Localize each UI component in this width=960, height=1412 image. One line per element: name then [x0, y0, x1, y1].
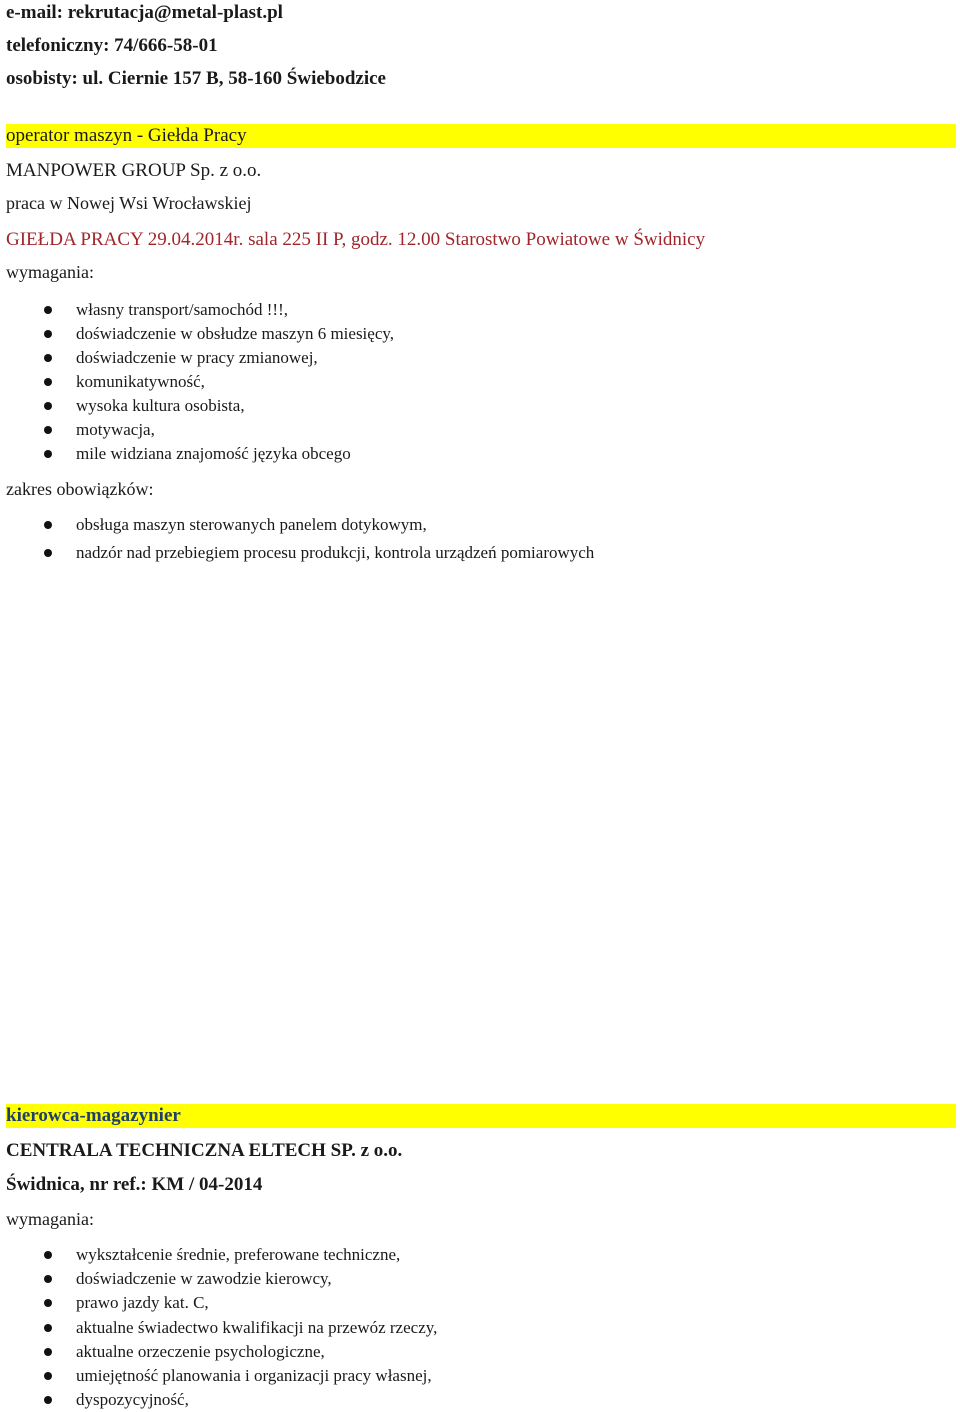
offer1-title: operator maszyn - Giełda Pracy — [6, 125, 247, 146]
bullet-icon — [44, 354, 52, 362]
bullet-icon — [44, 450, 52, 458]
offer1-event: GIEŁDA PRACY 29.04.2014r. sala 225 II P, godz. 12.00 Starostwo Powiatowe w Świdnicy — [6, 229, 706, 250]
offer1-requirements-label: wymagania: — [6, 262, 94, 282]
bullet-icon — [44, 1372, 52, 1380]
bullet-icon — [44, 1348, 52, 1356]
offer2-title: kierowca-magazynier — [6, 1105, 181, 1126]
bullet-icon — [44, 1275, 52, 1283]
bullet-icon — [44, 1299, 52, 1307]
bullet-icon — [44, 426, 52, 434]
offer1-location: praca w Nowej Wsi Wrocławskiej — [6, 193, 252, 213]
offer2-company: CENTRALA TECHNICZNA ELTECH SP. z o.o. — [6, 1140, 403, 1161]
bullet-icon — [44, 402, 52, 410]
offer2-requirements-label: wymagania: — [6, 1209, 94, 1229]
offer1-title-bar — [6, 124, 956, 148]
bullet-icon — [44, 330, 52, 338]
bullet-icon — [44, 1251, 52, 1259]
offer2-location: Świdnica, nr ref.: KM / 04-2014 — [6, 1174, 263, 1195]
offer2-title-bar — [6, 1104, 956, 1128]
bullet-icon — [44, 378, 52, 386]
contact-email: e-mail: rekrutacja@metal-plast.pl — [6, 2, 283, 23]
bullet-icon — [44, 1324, 52, 1332]
bullet-icon — [44, 521, 52, 529]
bullet-icon — [44, 306, 52, 314]
contact-personal: osobisty: ul. Ciernie 157 B, 58-160 Świebodzice — [6, 68, 386, 89]
offer1-duties-label: zakres obowiązków: — [6, 479, 154, 499]
bullet-icon — [44, 549, 52, 557]
offer1-company: MANPOWER GROUP Sp. z o.o. — [6, 160, 262, 181]
contact-phone: telefoniczny: 74/666-58-01 — [6, 35, 218, 56]
bullet-icon — [44, 1396, 52, 1404]
